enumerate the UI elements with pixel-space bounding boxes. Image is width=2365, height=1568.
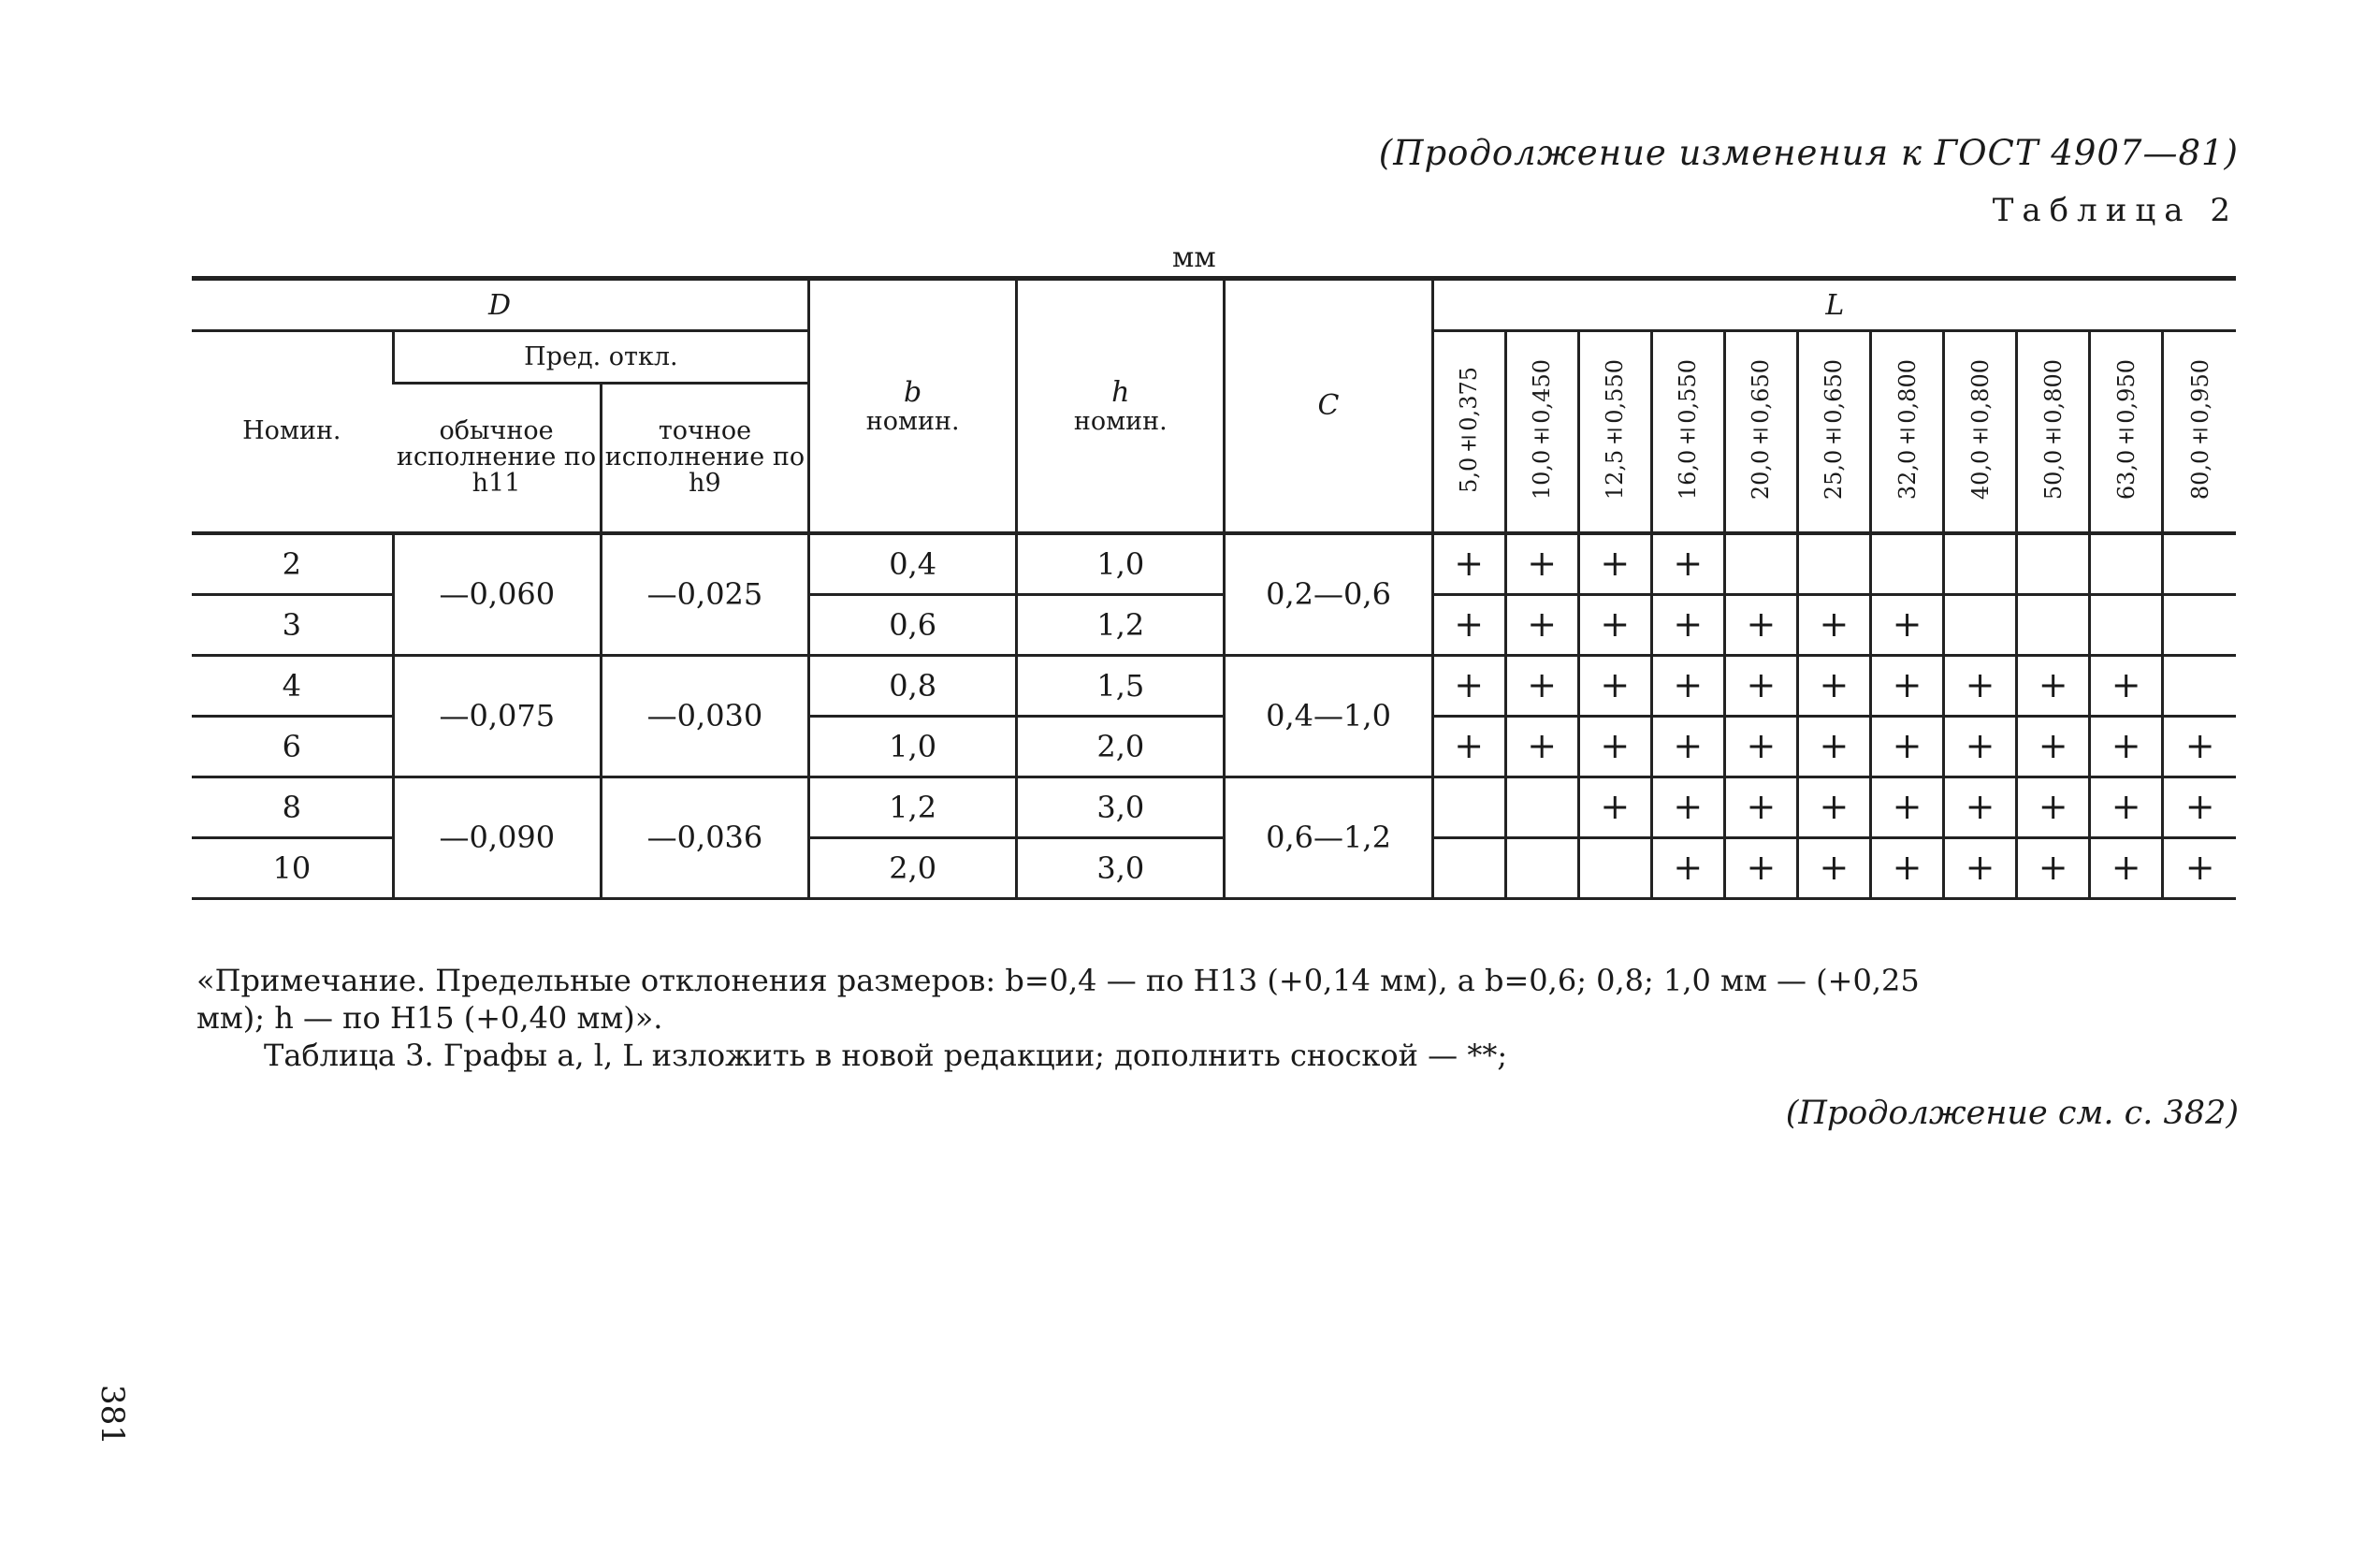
spec-table-wrap xyxy=(192,276,2236,900)
table3-instruction: Таблица 3. Графы a, l, L изложить в новой редакции; дополнить сноской — **; xyxy=(264,1038,1508,1073)
cell-L-mark xyxy=(1578,777,1651,837)
header-L-8: 50,0±0,800 xyxy=(2017,331,2090,533)
plus-mark: + xyxy=(1746,846,1777,888)
header-tochn: точное исполнение по h9 xyxy=(601,384,808,533)
cell-L-mark xyxy=(1871,533,1944,595)
cell-L-mark xyxy=(1578,837,1651,898)
plus-mark: + xyxy=(2111,663,2141,705)
cell-L-mark xyxy=(2163,655,2236,716)
plus-mark: + xyxy=(1819,603,1850,645)
plus-mark: + xyxy=(1819,724,1850,766)
cell-L-mark xyxy=(1797,716,1870,777)
cell-L-mark xyxy=(1578,655,1651,716)
cell-L-mark xyxy=(2163,777,2236,837)
plus-mark: + xyxy=(1527,542,1558,584)
header-D: D xyxy=(192,279,809,331)
table-row xyxy=(192,533,2236,595)
cell-L-mark xyxy=(1724,837,1797,898)
table-row xyxy=(192,655,2236,716)
plus-mark: + xyxy=(1527,603,1558,645)
plus-mark: + xyxy=(1600,785,1631,827)
plus-mark: + xyxy=(1746,603,1777,645)
continuation-footer: (Продолжение см. с. 382) xyxy=(1785,1095,2239,1132)
plus-mark: + xyxy=(1673,663,1704,705)
cell-C: 0,6—1,2 xyxy=(1225,777,1432,898)
page-number: 381 xyxy=(94,1385,131,1445)
plus-mark: + xyxy=(1673,785,1704,827)
cell-L-mark xyxy=(2090,594,2163,655)
cell-L-mark xyxy=(1578,716,1651,777)
cell-L-mark xyxy=(2017,837,2090,898)
cell-L-mark xyxy=(2017,594,2090,655)
plus-mark: + xyxy=(1600,603,1631,645)
cell-L-mark xyxy=(2163,716,2236,777)
cell-tochn: —0,030 xyxy=(601,655,808,777)
plus-mark: + xyxy=(2184,724,2215,766)
cell-L-mark xyxy=(1944,777,2017,837)
spec-table xyxy=(192,276,2236,900)
cell-nomin: 6 xyxy=(192,716,393,777)
header-L-1: 10,0±0,450 xyxy=(1505,331,1578,533)
cell-L-mark xyxy=(1651,716,1724,777)
cell-L-mark xyxy=(2090,777,2163,837)
cell-b: 0,6 xyxy=(809,594,1017,655)
cell-L-mark xyxy=(1724,777,1797,837)
cell-L-mark xyxy=(1724,655,1797,716)
header-L-7: 40,0±0,800 xyxy=(1944,331,2017,533)
cell-nomin: 10 xyxy=(192,837,393,898)
cell-L-mark xyxy=(1432,533,1505,595)
cell-L-mark xyxy=(1871,655,1944,716)
plus-mark: + xyxy=(1454,663,1485,705)
cell-L-mark xyxy=(1578,594,1651,655)
plus-mark: + xyxy=(2111,846,2141,888)
plus-mark: + xyxy=(1527,724,1558,766)
plus-mark: + xyxy=(1527,663,1558,705)
cell-L-mark xyxy=(1651,837,1724,898)
cell-L-mark xyxy=(2090,533,2163,595)
cell-L-mark xyxy=(1797,594,1870,655)
cell-L-mark xyxy=(1432,777,1505,837)
plus-mark: + xyxy=(1746,785,1777,827)
plus-mark: + xyxy=(2038,785,2068,827)
header-nomin: Номин. xyxy=(192,331,393,533)
header-h: h номин. xyxy=(1017,279,1225,533)
cell-b: 2,0 xyxy=(809,837,1017,898)
cell-L-mark xyxy=(1944,533,2017,595)
cell-L-mark xyxy=(1505,594,1578,655)
cell-L-mark xyxy=(1651,594,1724,655)
cell-L-mark xyxy=(1432,716,1505,777)
cell-b: 1,0 xyxy=(809,716,1017,777)
cell-L-mark xyxy=(1651,777,1724,837)
cell-L-mark xyxy=(1724,533,1797,595)
plus-mark: + xyxy=(2184,785,2215,827)
cell-L-mark xyxy=(1651,533,1724,595)
cell-L-mark xyxy=(1578,533,1651,595)
cell-L-mark xyxy=(1871,716,1944,777)
cell-L-mark xyxy=(1871,837,1944,898)
table-row xyxy=(192,777,2236,837)
plus-mark: + xyxy=(1965,724,1995,766)
note-line-1: «Примечание. Предельные отклонения размеров: b=0,4 — по H13 (+0,14 мм), а b=0,6; 0,8; 1,0 мм — (+0,25 xyxy=(196,963,1920,998)
header-C: C xyxy=(1225,279,1432,533)
plus-mark: + xyxy=(1819,846,1850,888)
cell-h: 3,0 xyxy=(1017,837,1225,898)
header-L-0: 5,0±0,375 xyxy=(1432,331,1505,533)
header-L-2: 12,5±0,550 xyxy=(1578,331,1651,533)
cell-L-mark xyxy=(2163,594,2236,655)
cell-L-mark xyxy=(1944,594,2017,655)
cell-L-mark xyxy=(1944,716,2017,777)
header-L: L xyxy=(1432,279,2236,331)
cell-L-mark xyxy=(1432,837,1505,898)
plus-mark: + xyxy=(1746,724,1777,766)
cell-L-mark xyxy=(1432,655,1505,716)
plus-mark: + xyxy=(1454,603,1485,645)
cell-L-mark xyxy=(1505,837,1578,898)
header-L-10: 80,0±0,950 xyxy=(2163,331,2236,533)
cell-nomin: 2 xyxy=(192,533,393,595)
cell-L-mark xyxy=(2163,837,2236,898)
table-note xyxy=(196,962,2241,1037)
cell-C: 0,2—0,6 xyxy=(1225,533,1432,656)
header-L-4: 20,0±0,650 xyxy=(1724,331,1797,533)
cell-tochn: —0,025 xyxy=(601,533,808,656)
cell-L-mark xyxy=(1944,837,2017,898)
plus-mark: + xyxy=(2038,846,2068,888)
cell-b: 1,2 xyxy=(809,777,1017,837)
plus-mark: + xyxy=(1454,724,1485,766)
cell-L-mark xyxy=(1871,594,1944,655)
cell-L-mark xyxy=(1724,594,1797,655)
cell-nomin: 3 xyxy=(192,594,393,655)
plus-mark: + xyxy=(1673,603,1704,645)
header-pred-otkl: Пред. откл. xyxy=(393,331,808,384)
plus-mark: + xyxy=(1892,846,1922,888)
cell-L-mark xyxy=(1797,837,1870,898)
cell-L-mark xyxy=(2017,716,2090,777)
cell-C: 0,4—1,0 xyxy=(1225,655,1432,777)
cell-L-mark xyxy=(1505,655,1578,716)
cell-h: 1,2 xyxy=(1017,594,1225,655)
plus-mark: + xyxy=(2111,724,2141,766)
header-b: b номин. xyxy=(809,279,1017,533)
plus-mark: + xyxy=(1819,785,1850,827)
plus-mark: + xyxy=(1600,663,1631,705)
cell-obych: —0,075 xyxy=(393,655,601,777)
plus-mark: + xyxy=(1892,603,1922,645)
note-line-2: мм); h — по H15 (+0,40 мм)». xyxy=(196,1000,663,1036)
plus-mark: + xyxy=(1454,542,1485,584)
plus-mark: + xyxy=(2111,785,2141,827)
cell-b: 0,4 xyxy=(809,533,1017,595)
cell-tochn: —0,036 xyxy=(601,777,808,898)
plus-mark: + xyxy=(1746,663,1777,705)
cell-L-mark xyxy=(1432,594,1505,655)
unit-label: мм xyxy=(1172,241,1216,274)
cell-L-mark xyxy=(1505,777,1578,837)
cell-L-mark xyxy=(1505,716,1578,777)
spec-table-body xyxy=(192,533,2236,899)
header-L-5: 25,0±0,650 xyxy=(1797,331,1870,533)
plus-mark: + xyxy=(2184,846,2215,888)
plus-mark: + xyxy=(1892,724,1922,766)
cell-L-mark xyxy=(2090,837,2163,898)
cell-L-mark xyxy=(2017,533,2090,595)
plus-mark: + xyxy=(1673,724,1704,766)
cell-L-mark xyxy=(2017,655,2090,716)
cell-L-mark xyxy=(1651,655,1724,716)
plus-mark: + xyxy=(1965,846,1995,888)
cell-nomin: 4 xyxy=(192,655,393,716)
plus-mark: + xyxy=(1892,663,1922,705)
cell-h: 3,0 xyxy=(1017,777,1225,837)
plus-mark: + xyxy=(1673,542,1704,584)
cell-L-mark xyxy=(2090,655,2163,716)
plus-mark: + xyxy=(2038,724,2068,766)
cell-h: 1,5 xyxy=(1017,655,1225,716)
cell-obych: —0,090 xyxy=(393,777,601,898)
cell-L-mark xyxy=(1944,655,2017,716)
cell-L-mark xyxy=(1505,533,1578,595)
cell-h: 1,0 xyxy=(1017,533,1225,595)
plus-mark: + xyxy=(1673,846,1704,888)
cell-h: 2,0 xyxy=(1017,716,1225,777)
cell-L-mark xyxy=(2017,777,2090,837)
header-L-6: 32,0±0,800 xyxy=(1871,331,1944,533)
header-L-3: 16,0±0,550 xyxy=(1651,331,1724,533)
cell-nomin: 8 xyxy=(192,777,393,837)
cell-L-mark xyxy=(1797,533,1870,595)
cell-L-mark xyxy=(1797,777,1870,837)
cell-L-mark xyxy=(2090,716,2163,777)
plus-mark: + xyxy=(2038,663,2068,705)
cell-L-mark xyxy=(2163,533,2236,595)
cell-obych: —0,060 xyxy=(393,533,601,656)
plus-mark: + xyxy=(1600,542,1631,584)
plus-mark: + xyxy=(1892,785,1922,827)
header-L-9: 63,0±0,950 xyxy=(2090,331,2163,533)
plus-mark: + xyxy=(1965,663,1995,705)
header-obych: обычное исполнение по h11 xyxy=(393,384,601,533)
cell-L-mark xyxy=(1871,777,1944,837)
table-label: Таблица 2 xyxy=(1992,192,2239,229)
plus-mark: + xyxy=(1965,785,1995,827)
plus-mark: + xyxy=(1819,663,1850,705)
continuation-header: (Продолжение изменения к ГОСТ 4907—81) xyxy=(1378,133,2239,173)
cell-L-mark xyxy=(1797,655,1870,716)
plus-mark: + xyxy=(1600,724,1631,766)
cell-b: 0,8 xyxy=(809,655,1017,716)
cell-L-mark xyxy=(1724,716,1797,777)
